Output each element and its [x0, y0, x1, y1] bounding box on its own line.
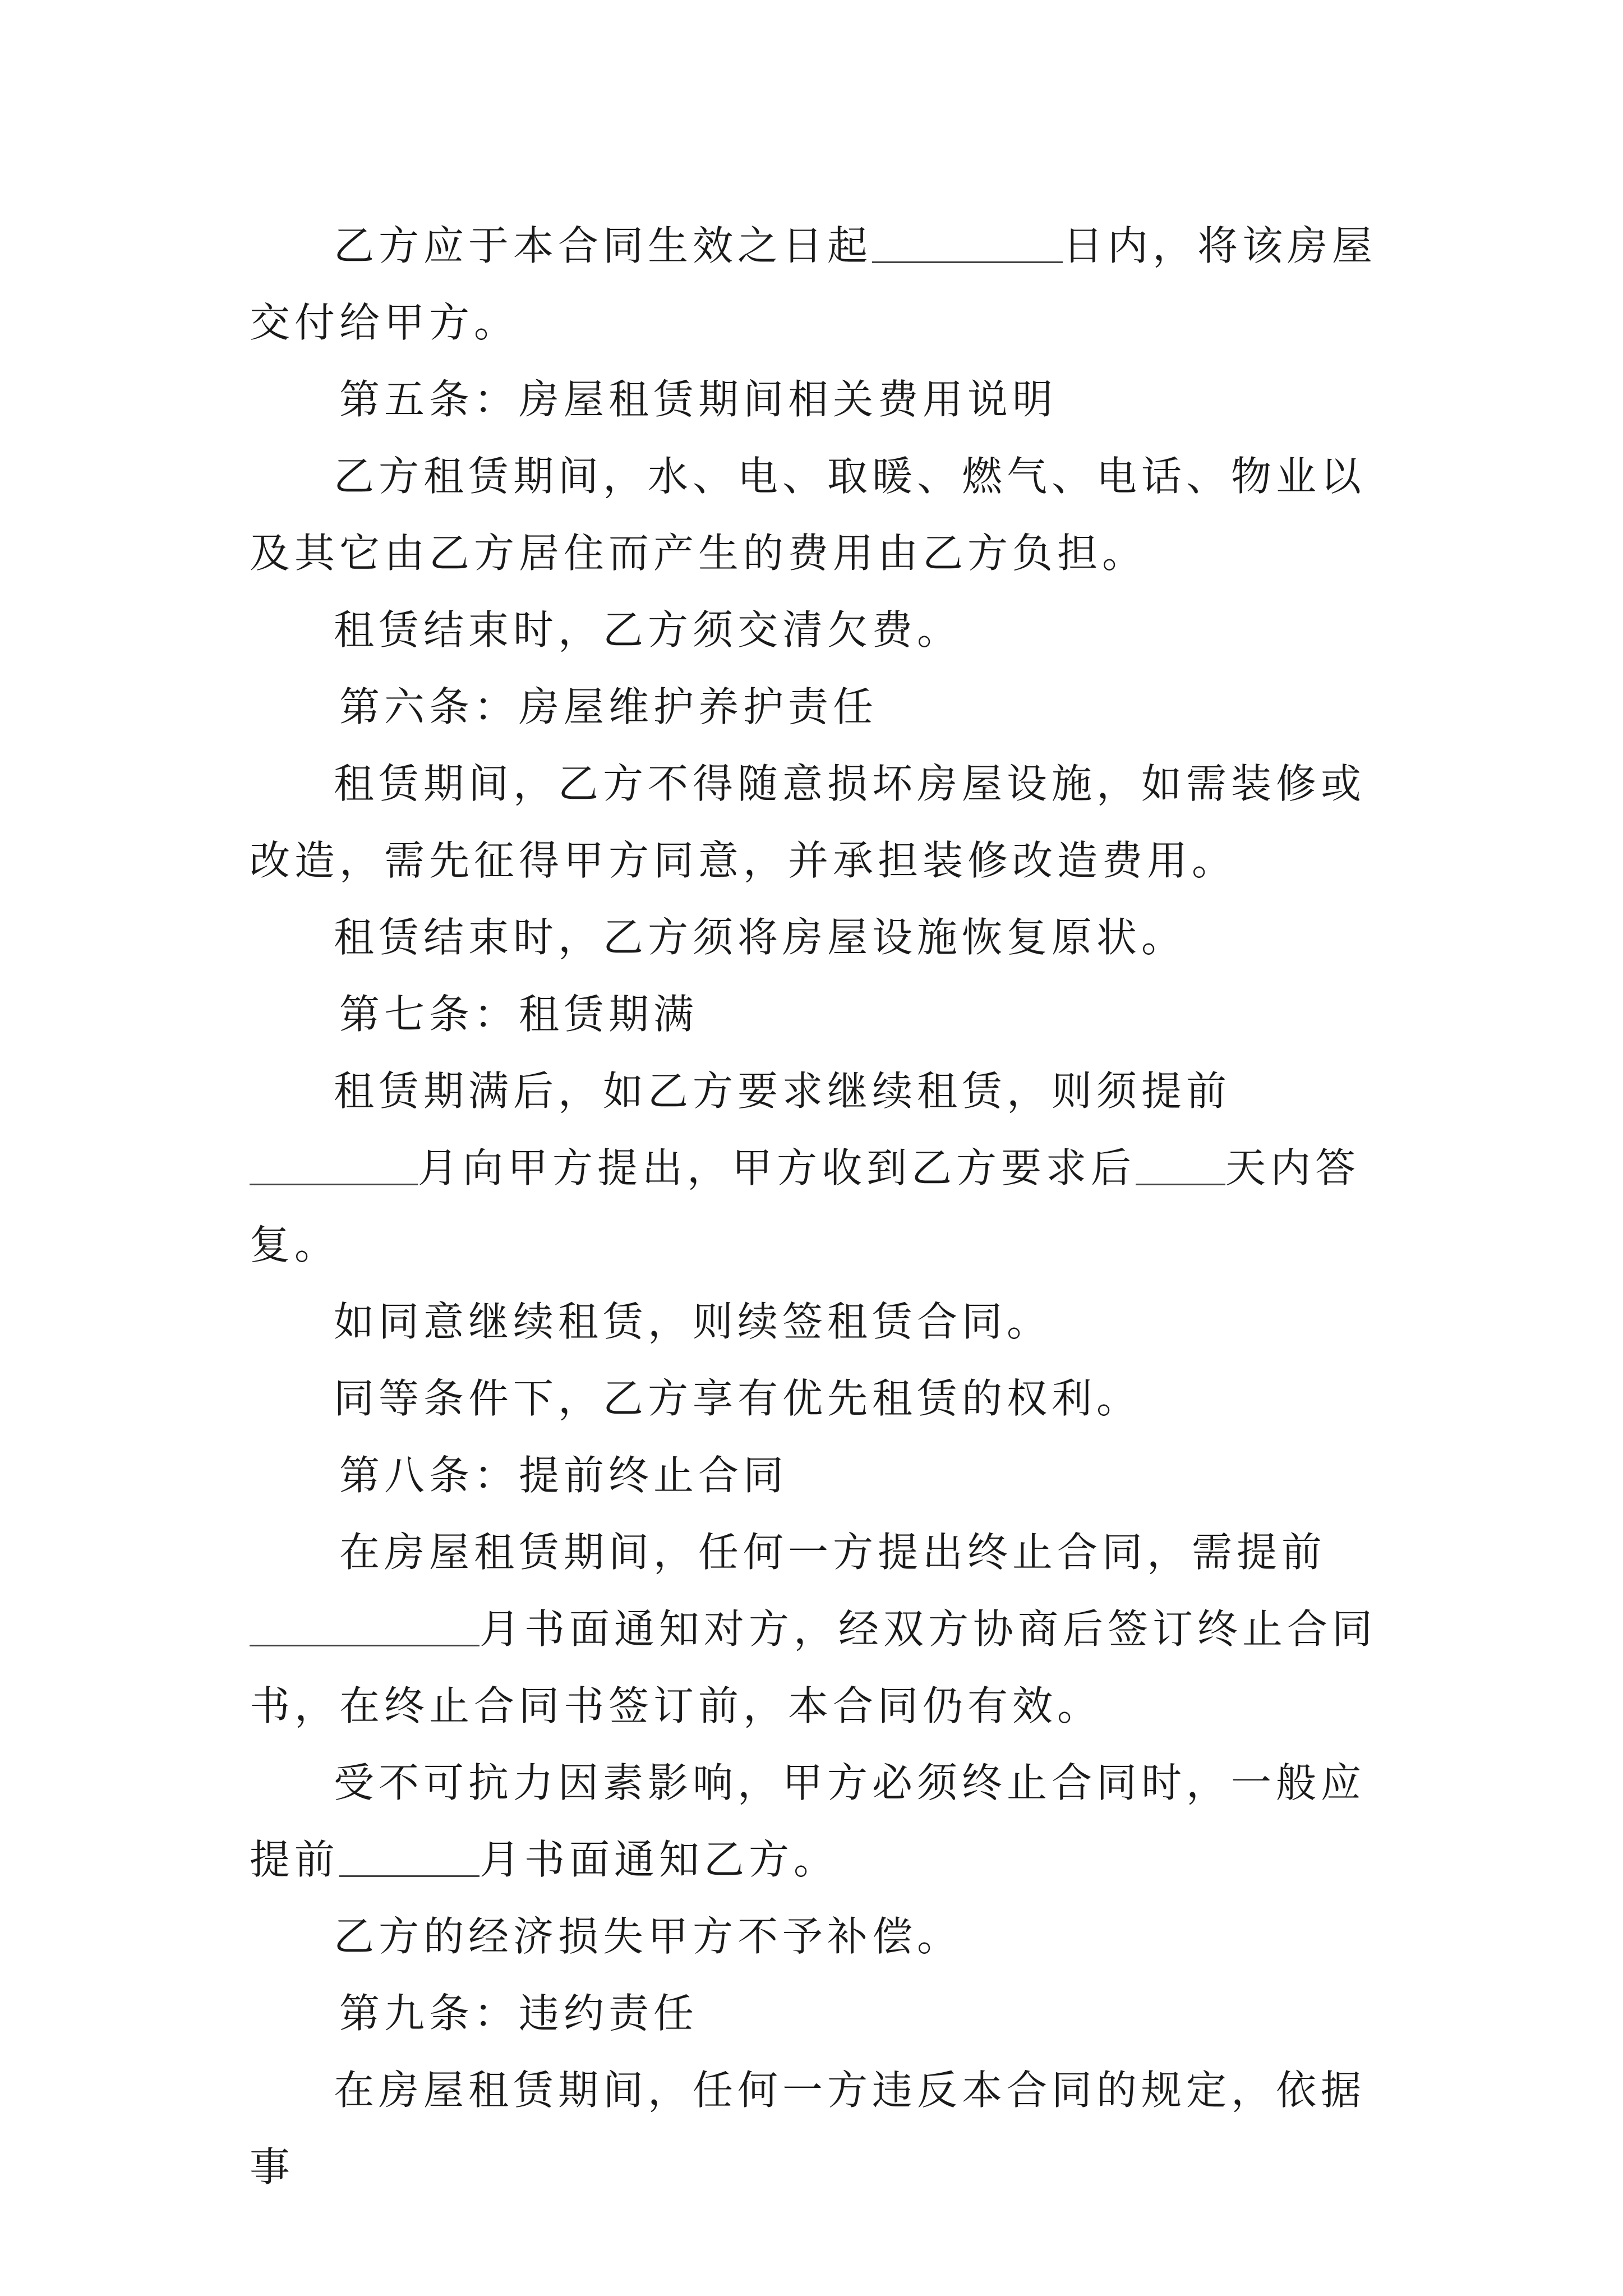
paragraph-settle-fees: 租赁结束时，乙方须交清欠费。 [334, 606, 962, 654]
paragraph-no-compensation: 乙方的经济损失甲方不予补偿。 [334, 1913, 962, 1960]
article-heading-5: 第五条：房屋租赁期间相关费用说明 [339, 376, 1058, 423]
paragraph-priority: 同等条件下，乙方享有优先租赁的权利。 [334, 1375, 1142, 1422]
article-heading-7: 第七条：租赁期满 [339, 991, 699, 1038]
paragraph-delivery [250, 208, 1388, 361]
fill-in-blank [1136, 1183, 1225, 1185]
fill-in-blank [250, 1183, 418, 1185]
fill-in-blank [250, 1644, 479, 1646]
paragraph-text: 在房屋租赁期间，任何一方提出终止合同，需提前 [339, 1529, 1327, 1576]
paragraph-text: 受不可抗力因素影响，甲方必须终止合同时，一般应提前 [250, 1759, 1366, 1883]
paragraph-text: 租赁期满后，如乙方要求继续租赁，则须提前 [334, 1068, 1232, 1115]
contract-body [250, 208, 1388, 2206]
paragraph-text: 月书面通知乙方。 [479, 1836, 839, 1883]
paragraph-renew-contract: 如同意继续租赁，则续签租赁合同。 [334, 1298, 1052, 1345]
paragraph-early-termination [250, 1514, 1388, 1745]
paragraph-breach: 在房屋租赁期间，任何一方违反本合同的规定，依据事 [250, 2067, 1366, 2191]
paragraph-maintenance: 租赁期间，乙方不得随意损坏房屋设施，如需装修或改造，需先征得甲方同意，并承担装修改造费用。 [250, 760, 1366, 884]
paragraph-force-majeure [250, 1745, 1388, 1898]
paragraph-text: 乙方应于本合同生效之日起 [334, 222, 873, 269]
paragraph-text: 月书面通知对方，经双方协商后签订终止合同书，在终止合同书签订前，本合同仍有效。 [250, 1605, 1377, 1729]
paragraph-renewal-request [250, 1053, 1388, 1283]
article-heading-9: 第九条：违约责任 [339, 1990, 699, 2037]
article-heading-6: 第六条：房屋维护养护责任 [339, 683, 878, 730]
paragraph-text: 天内答复。 [250, 1144, 1361, 1268]
paragraph-text: 日内，将该房屋交付给甲方。 [250, 222, 1377, 346]
fill-in-blank [339, 1875, 479, 1877]
article-heading-8: 第八条：提前终止合同 [339, 1452, 789, 1499]
paragraph-restore: 租赁结束时，乙方须将房屋设施恢复原状。 [334, 914, 1187, 961]
paragraph-text: 月向甲方提出，甲方收到乙方要求后 [418, 1144, 1136, 1191]
fill-in-blank [872, 261, 1063, 263]
paragraph-expenses: 乙方租赁期间，水、电、取暖、燃气、电话、物业以及其它由乙方居住而产生的费用由乙方负担。 [250, 453, 1366, 577]
